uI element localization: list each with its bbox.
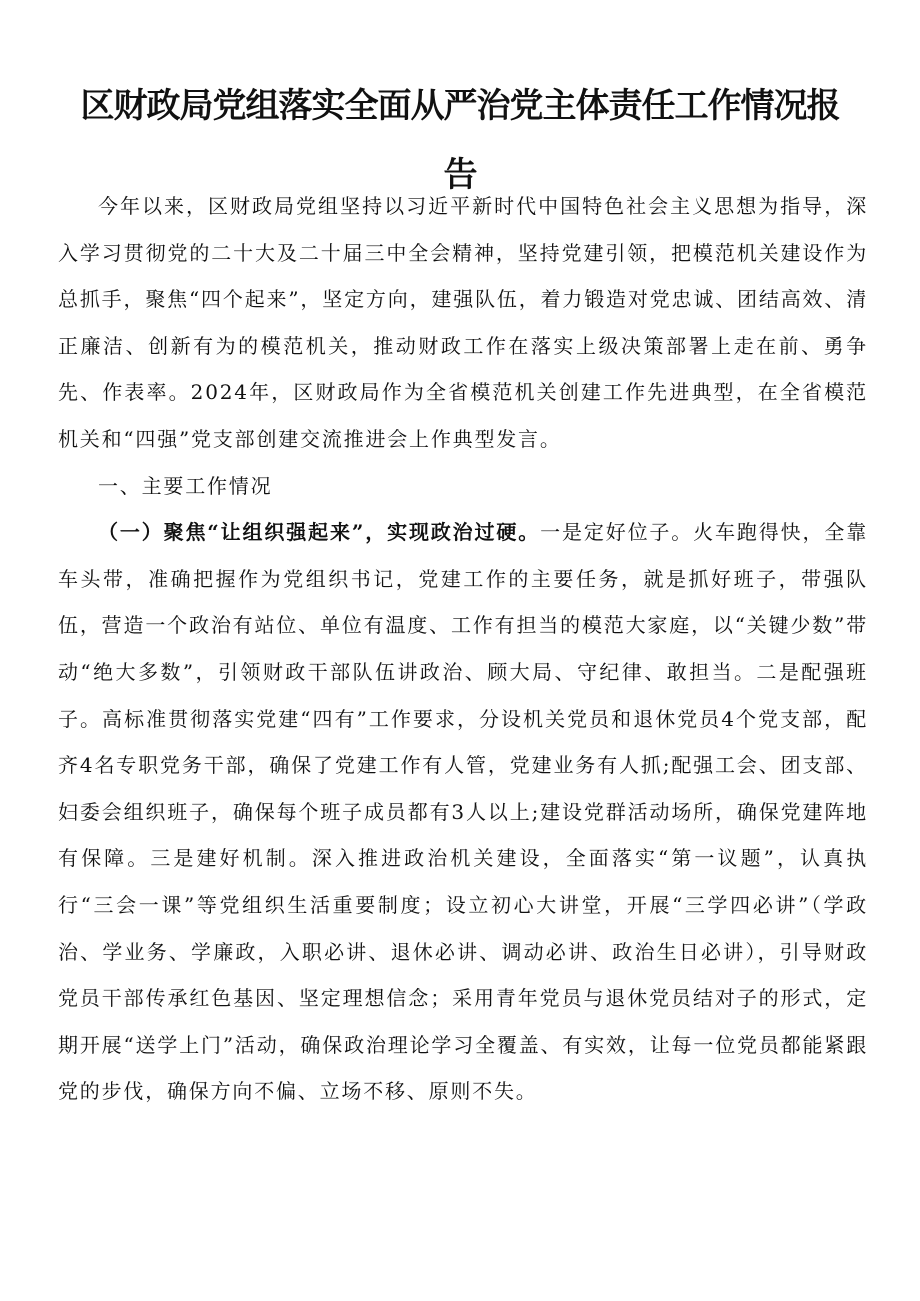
- section-heading: 一、主要工作情况: [98, 473, 273, 498]
- item-body: 一是定好位子。火车跑得快，全靠车头带，准确把握作为党组织书记，党建工作的主要任务，就是抓好班子，带强队伍，营造一个政治有站位、单位有温度、工作有担当的模范大家庭，以“关键少数”带动“绝大多数”，引领财政干部队伍讲政治、顾大局、守纪律、敢担当。二是配强班子。高标准贯彻落实党建“四有”工作要求，分设机关党员和退休党员4个党支部，配齐4名专职党务干部，确保了党建工作有人管，党建业务有人抓;配强工会、团支部、妇委会组织班子，确保每个班子成员都有3人以上;建设党群活动场所，确保党建阵地有保障。三是建好机制。深入推进政治机关建设，全面落实“第一议题”，认真执行“三会一课”等党组织生活重要制度；设立初心大讲堂，开展“三学四必讲”（学政治、学业务、学廉政，入职必讲、退休必讲、调动必讲、政治生日必讲），引导财政党员干部传承红色基因、坚定理想信念；采用青年党员与退休党员结对子的形式，定期开展“送学上门”活动，确保政治理论学习全覆盖、有实效，让每一位党员都能紧跟党的步伐，确保方向不偏、立场不移、原则不失。: [58, 520, 868, 1104]
- item-paragraph: [58, 509, 868, 1115]
- intro-paragraph: 今年以来，区财政局党组坚持以习近平新时代中国特色社会主义思想为指导，深入学习贯彻党的二十大及二十届三中全会精神，坚持党建引领，把模范机关建设作为总抓手，聚焦“四个起来”，坚定方向，建强队伍，着力锻造对党忠诚、团结高效、清正廉洁、创新有为的模范机关，推动财政工作在落实上级决策部署上走在前、勇争先、作表率。2024年，区财政局作为全省模范机关创建工作先进典型，在全省模范机关和“四强”党支部创建交流推进会上作典型发言。: [58, 194, 868, 451]
- document-title-continued: 告: [443, 155, 477, 195]
- item-lead: （一）聚焦“让组织强起来”，实现政治过硬。: [98, 520, 541, 545]
- document-title: 区财政局党组落实全面从严治党主体责任工作情况报: [80, 86, 840, 126]
- document-body: [58, 183, 868, 1115]
